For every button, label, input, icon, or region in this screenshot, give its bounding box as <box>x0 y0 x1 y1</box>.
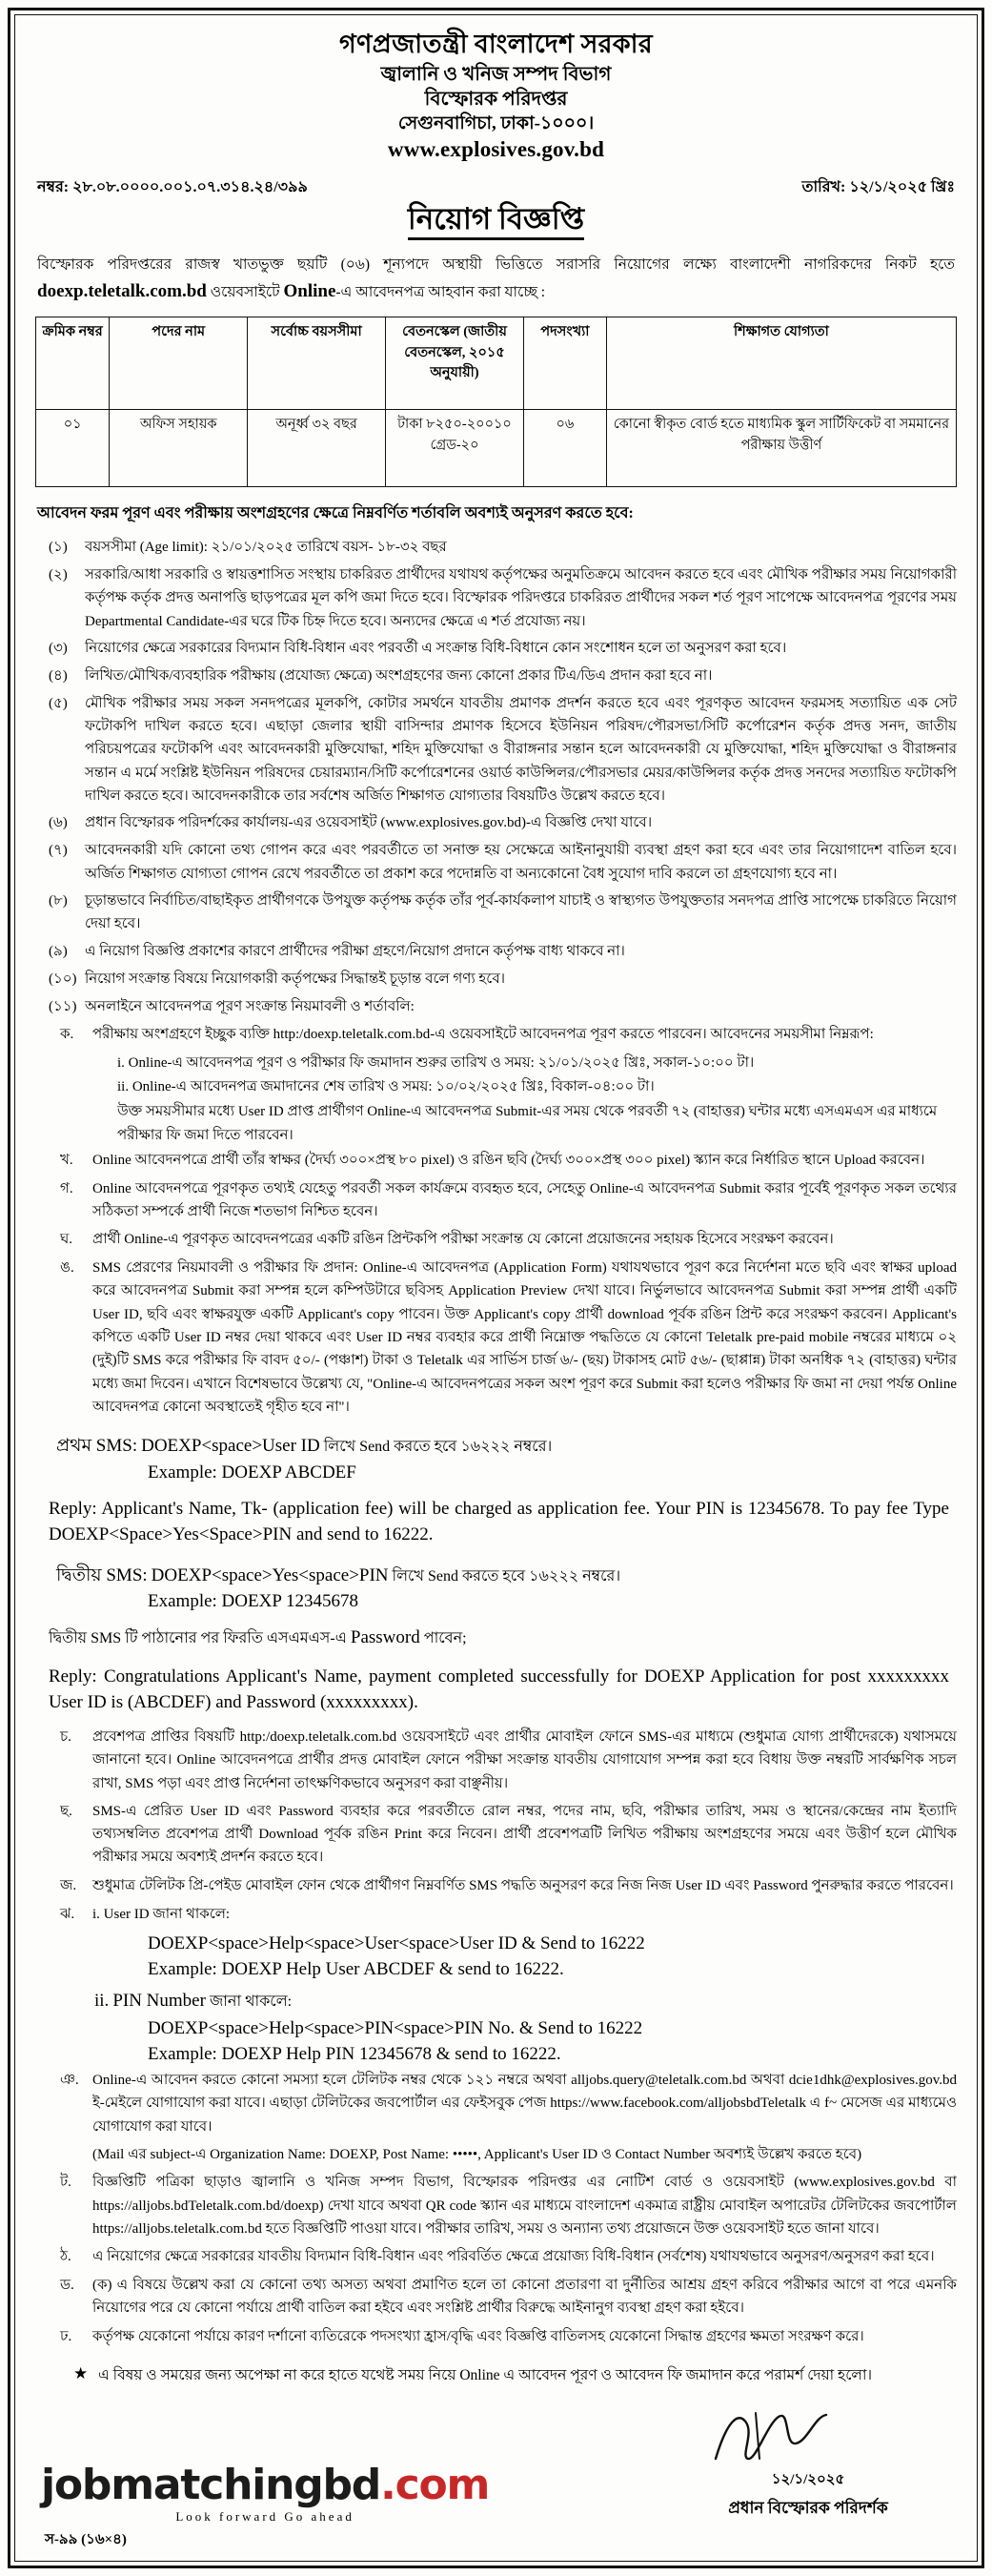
list-item <box>35 1874 957 1898</box>
cell-qualification: কোনো স্বীকৃত বোর্ড হতে মাধ্যমিক স্কুল সার্টিফিকেট বা সমমানের পরীক্ষায় উত্তীর্ণ <box>606 409 956 486</box>
list-item <box>35 995 957 1019</box>
intro-text-2: ওয়েবসাইটে <box>206 283 284 300</box>
sub-item-text: (ক) এ বিষয়ে উল্লেখ করা যে কোনো তথ্য অসত্য অথবা প্রমাণিত হলে তা কোনো প্রতারণা বা দুর্নীতির আশ্রয় গ্রহণ করিবে পরীক্ষার আগে বা পরে এমনকি নিয়োগের পরে যে কোনো পর্যায়ে প্রার্থী বাতিল করা হইবে এবং সংশ্লিষ্ট প্রার্থীর বিরুদ্ধে আইনানুগ ব্যবস্থা গ্রহণ করা হইবে। <box>92 2278 957 2317</box>
condition-text: এ নিয়োগ বিজ্ঞপ্তি প্রকাশের কারণে প্রার্থীদের পরীক্ষা গ্রহণে/নিয়োগ প্রদানে কর্তৃপক্ষ বাধ্য থাকবে না। <box>85 943 625 959</box>
sub-item-text: প্রার্থী Online-এ পূরণকৃত আবেদনপত্রের একটি রঙিন প্রিন্টকপি পরীক্ষা সংক্রান্ত যে কোনো প্রয়োজনের সহায়ক হিসেবে সংরক্ষণ করবেন। <box>92 1232 834 1248</box>
sub-item-text: কর্তৃপক্ষ যেকোনো পর্যায়ে কারণ দর্শানো ব্যতিরেকে পদসংখ্যা হ্রাস/বৃদ্ধি এবং বিজ্ঞপ্তি বাতিলসহ যেকোনো সিদ্ধান্ত গ্রহণের ক্ষমতা সংরক্ষণ করে। <box>92 2328 864 2344</box>
sub-item-text: (Mail এর subject-এ Organization Name: DOEXP, Post Name: •••••, Applicant's User ID ও Contact Number অবশ্যই উল্লেখ করতে হবে) <box>92 2146 862 2162</box>
government-name: গণপ্রজাতন্ত্রী বাংলাদেশ সরকার <box>339 30 653 58</box>
second-sms-label: দ্বিতীয় SMS: <box>56 1564 148 1585</box>
sub-item-text: বিজ্ঞপ্তিটি পত্রিকা ছাড়াও জ্বালানি ও খনিজ সম্পদ বিভাগ, বিস্ফোরক পরিদপ্তর এর নোটিশ বোর্ড ও ওয়েবসাইট (www.explosives.gov.bd বা https://alljobs.bdTeletalk.com.bd/doexp) দেখা যাবে অথবা QR code স্ক্যান এর মাধ্যমে বাংলাদেশ একমাত্র রাষ্ট্রীয় মোবাইল অপারেটর টেলিটকের জবপোর্টাল https://alljobs.teletalk.com.bd হতে বিজ্ঞপ্তিটি পাওয়া যাবে। পরীক্ষার তারিখ, সময় ও অন্যান্য তথ্য প্রয়োজনে উক্ত ওয়েবসাইট হতে জানা যাবে। <box>92 2175 957 2237</box>
intro-paragraph <box>37 254 955 304</box>
password-note-post: পাবেন; <box>419 1629 467 1646</box>
sub-item-text: শুধুমাত্র টেলিটক প্রি-পেইড মোবাইল ফোন থেকে প্রার্থীগণ নিম্নবর্ণিত SMS পদ্ধতি অনুসরণ করে নিজ নিজ User ID এবং Password পুনরুদ্ধার করতে পারবেন। <box>92 1877 954 1893</box>
cell-age-limit: অনূর্ধ্ব ৩২ বছর <box>248 409 386 486</box>
pin-head-label: PIN Number <box>112 1990 206 2011</box>
sub-item-text: Online আবেদনপত্রে প্রার্থী তাঁর স্বাক্ষর (দৈর্ঘ্য ৩০০×প্রস্থ ৮০ pixel) ও রঙিন ছবি (দৈর্ঘ্য ৩০০×প্রস্থ ৩০০ pixel) স্ক্যান করে নির্ধারিত স্থানে Upload করবেন। <box>92 1152 925 1168</box>
help-user-example: Example: DOEXP Help User ABCDEF & send to 16222. <box>148 1959 564 1980</box>
sub-item-text: প্রবেশপত্র প্রাপ্তির বিষয়টি http:/doexp.teletalk.com.bd ওয়েবসাইটে এবং প্রার্থীর মোবাইল ফোনে SMS-এর মাধ্যমে (শুধুমাত্র যোগ্য প্রার্থীদেরকে) যথাসময়ে জানানো হবে। Online আবেদনপত্রে প্রার্থীর প্রদত্ত মোবাইল ফোনে পরীক্ষা সংক্রান্ত যাবতীয় যোগাযোগ সম্পন্ন করা হবে বিধায় উক্ত নম্বরটি সার্বক্ষণিক সচল রাখা, SMS পড়া এবং প্রাপ্ত নির্দেশনা তাৎক্ষণিকভাবে অনুসরণ করা বাঞ্ছনীয়। <box>92 1728 957 1791</box>
list-item <box>35 1228 957 1252</box>
sub-item-text: SMS-এ প্রেরিত User ID এবং Password ব্যবহার করে পরবর্তীতে রোল নম্বর, পদের নাম, ছবি, পরীক্ষার তারিখ, সময় ও স্থানের/কেন্দ্রের নাম ইত্যাদি তথ্যসম্বলিত প্রবেশপত্র প্রার্থী Download পূর্বক রঙিন Print করে নিবেন। প্রার্থী প্রবেশপত্রটি লিখিত পরীক্ষায় অংশগ্রহণের সময়ে এবং উত্তীর্ণ হলে মৌখিক পরীক্ষার সময়ে অবশ্যই প্রদর্শন করতে হবে। <box>92 1803 957 1866</box>
col-post-name: পদের নাম <box>110 317 248 409</box>
condition-text: বয়সসীমা (Age limit): ২১/০১/২০২৫ তারিখে বয়স- ১৮-৩২ বছর <box>85 539 447 555</box>
sub-item-mark: ঝ. <box>60 1906 75 1922</box>
document-border-frame <box>8 8 984 2568</box>
condition-text: লিখিত/মৌখিক/ব্যবহারিক পরীক্ষায় (প্রযোজ্য ক্ষেত্রে) অংশগ্রহণের জন্য কোনো প্রকার টিএ/ডিএ প্রদান করা হবে না। <box>85 667 713 684</box>
sub-item-mark: ঞ. <box>60 2073 79 2089</box>
sub-item-text: এ নিয়োগের ক্ষেত্রে সরকারের যাবতীয় বিদ্যমান বিধি-বিধান এবং পরিবর্তিত ক্ষেত্রে প্রয়োজ্য বিধি-বিধান (সর্বশেষ) যথাযথভাবে অনুসরণ/অনুসরণ করা হবে। <box>92 2249 935 2265</box>
list-item <box>35 2069 957 2138</box>
sub-item-mark: ঙ. <box>60 1260 74 1277</box>
sub-item-mark: ট. <box>60 2175 71 2191</box>
vacancy-table <box>35 317 957 487</box>
cell-pay-scale: টাকা ৮২৫০-২০০১০ গ্রেড-২০ <box>386 409 524 486</box>
division-name: জ্বালানি ও খনিজ সম্পদ বিভাগ <box>380 63 612 85</box>
sub-item-mark: গ. <box>60 1180 73 1196</box>
intro-text-3: -এ আবেদনপত্র আহবান করা যাচ্ছে : <box>335 283 546 300</box>
list-item <box>35 637 957 661</box>
list-item <box>35 889 957 936</box>
page-code: স-৯৯ (১৬×৪) <box>45 2531 127 2547</box>
brand-tagline: Look forward Go ahead <box>175 2508 354 2524</box>
conditions-lead: আবেদন ফরম পূরণ এবং পরীক্ষায় অংশগ্রহণের ক্ষেত্রে নিম্নবর্ণিত শর্তাবলি অবশ্যই অনুসরণ করতে হবে: <box>37 504 634 521</box>
list-item <box>35 968 957 992</box>
list-item <box>35 940 957 964</box>
signature-block <box>665 2403 951 2523</box>
sub-item-mark: খ. <box>60 1152 73 1168</box>
page-title: নিয়োগ বিজ্ঞপ্তি <box>408 202 584 241</box>
memo-row <box>35 174 957 200</box>
list-item <box>35 1726 957 1795</box>
col-serial: ক্রমিক নম্বর <box>36 317 110 409</box>
condition-number: (৮) <box>49 892 68 909</box>
sub-item-mark: ঢ. <box>60 2328 72 2344</box>
brand-dotcom: .com <box>380 2460 490 2509</box>
memo-date: তারিখ: ১২/১/২০২৫ খ্রিঃ <box>801 178 955 195</box>
pin-head-bn: জানা থাকলে: <box>205 1993 293 2010</box>
cell-serial: ০১ <box>36 409 110 486</box>
password-note <box>49 1625 957 1651</box>
sub-item-text: Online আবেদনপত্রে পূরণকৃত তথ্যই যেহেতু পরবর্তী সকল কার্যক্রমে ব্যবহৃত হবে, সেহেতু Online-এ আবেদনপত্র Submit করার পূর্বেই পূরণকৃত সকল তথ্যের সঠিকতা সম্পর্কে প্রার্থী নিজে শতভাগ নিশ্চিত হবেন। <box>92 1180 957 1219</box>
deadline-mark: i. <box>117 1054 125 1071</box>
star-note <box>73 2364 938 2388</box>
deadline-text: Online-এ আবেদনপত্র জমাদানের শেষ তারিখ ও সময়: ১০/০২/২০২৫ খ্রিঃ, বিকাল-০৪:০০ টা। <box>132 1079 655 1094</box>
condition-text: চূড়ান্তভাবে নির্বাচিত/বাছাইকৃত প্রার্থীগণকে উপযুক্ত কর্তৃপক্ষ কর্তৃক তাঁর পূর্ব-কার্যকলাপ যাচাই ও স্বাস্থ্যগত উপযুক্ততার সনদপত্র প্রাপ্তি সাপেক্ষে চাকরিতে নিয়োগ দেয়া হবে। <box>85 892 957 932</box>
jobmatchingbd-logo <box>41 2460 490 2524</box>
memo-number: নম্বর: ২৮.০৮.০০০০.০০১.০৭.৩১৪.২৪/৩৯৯ <box>37 178 308 195</box>
list-item <box>35 1903 957 1927</box>
cell-post-name: অফিস সহায়ক <box>110 409 248 486</box>
col-vacancies: পদসংখ্যা <box>523 317 606 409</box>
first-sms-label: প্রথম SMS: <box>56 1436 138 1457</box>
list-item <box>35 1800 957 1870</box>
second-sms-reply: Reply: Congratulations Applicant's Name, payment completed successfully for DOEXP Application for post xxxxxxxxx User ID is (ABCDEF) and Password (xxxxxxxxx). <box>49 1666 949 1712</box>
sub-item-text: i. User ID জানা থাকলে: <box>92 1906 231 1922</box>
list-item <box>35 2171 957 2240</box>
first-sms-suffix: লিখে Send করতে হবে ১৬২২২ নম্বরে। <box>323 1439 553 1456</box>
sub-item-text: পরীক্ষায় অংশগ্রহণে ইচ্ছুক ব্যক্তি http:/doexp.teletalk.com.bd-এ ওয়েবসাইটে আবেদনপত্র পূরণ করতে পারবেন। আবেদনের সময়সীমা নিম্নরূপ: <box>92 1026 874 1042</box>
brand-bd: bd <box>322 2460 381 2509</box>
second-sms-suffix: লিখে Send করতে হবে ১৬২২২ নম্বরে। <box>392 1567 621 1584</box>
list-item <box>35 664 957 688</box>
cell-vacancies: ০৬ <box>523 409 606 486</box>
footer <box>35 2403 957 2525</box>
signature-date: ১২/১/২০২৫ <box>771 2471 845 2487</box>
col-pay-scale: বেতনস্কেল (জাতীয় বেতনস্কেল, ২০১৫ অনুযায়ী) <box>386 317 524 409</box>
help-pin-heading <box>94 1989 957 2014</box>
password-word: Password <box>350 1626 420 1647</box>
sub-item-mark: ছ. <box>60 1803 72 1819</box>
footer-bottom <box>35 2525 957 2552</box>
deadline-text: Online-এ আবেদনপত্র পূরণ ও পরীক্ষার ফি জমাদান শুরুর তারিখ ও সময়: ২১/০১/২০২৫ খ্রিঃ, সকাল-১০:০০ টা। <box>128 1054 755 1071</box>
brand-wordmark <box>41 2460 490 2509</box>
condition-text: সরকারি/আধা সরকারি ও স্বায়ত্তশাসিত সংস্থায় চাকরিরত প্রার্থীদের যথাযথ কর্তৃপক্ষের অনুমতিক্রমে আবেদন করতে হবে এবং মৌখিক পরীক্ষার সময় নিয়োগকারী কর্তৃপক্ষ কর্তৃক প্রদত্ত অনাপত্তি ছাড়পত্রের মূল কপি জমা দিতে হবে। বিস্ফোরক পরিদপ্তরে চাকরিরত প্রার্থীদের সকল শর্ত পূরণ সাপেক্ষে আবেদনপত্র পূরণের সময় Departmental Candidate-এর ঘরে টিক চিহ্ন দিতে হবে। অন্যদের ক্ষেত্রে এ শর্ত প্রযোজ্য নয়। <box>85 566 957 629</box>
sub-item-mark: ক. <box>60 1026 74 1042</box>
sub-item-text: Online-এ আবেদন করতে কোনো সমস্যা হলে টেলিটক নম্বর থেকে ১২১ নম্বরে অথবা alljobs.query@teletalk.com.bd অথবা dcie1dhk@explosives.gov.bd ই-মেইলে যোগাযোগ করা যাবে। এছাড়া টেলিটকের জবপোর্টাল এর ফেইসবুক পেজ https://www.facebook.com/alljobsbdTeletalk এ f~ মেসেজ এর মাধ্যমেও যোগাযোগ করা যাবে। <box>92 2073 957 2135</box>
condition-number: (৬) <box>49 815 68 831</box>
sub-item-mark: ড. <box>60 2278 74 2294</box>
department-name: বিস্ফোরক পরিদপ্তর <box>424 89 568 111</box>
deadline-item <box>35 1052 957 1076</box>
sub-item-mark: চ. <box>60 1728 71 1745</box>
first-sms-format: DOEXP<space>User ID <box>141 1436 320 1457</box>
list-item <box>35 2143 957 2166</box>
condition-number: (২) <box>49 566 68 583</box>
condition-number: (১) <box>49 539 68 555</box>
table-header-row <box>36 317 957 409</box>
list-item <box>35 2274 957 2320</box>
condition-text: মৌখিক পরীক্ষার সময় সকল সনদপত্রের মূলকপি, কোটার সমর্থনে যাবতীয় প্রমাণক প্রদর্শন করতে হবে এবং পূরণকৃত আবেদন ফরমসহ সত্যায়িত এক সেট ফটোকপি দাখিল করতে হবে। এছাড়া জেলার স্থায়ী বাসিন্দার প্রমাণক হিসেবে ইউনিয়ন পরিষদ/পৌরসভা/সিটি কর্পোরেশন কর্তৃক প্রদত্ত সনদ, জাতীয় পরিচয়পত্রের ফটোকপি এবং আবেদনকারী মুক্তিযোদ্ধা, শহিদ মুক্তিযোদ্ধা ও বীরাঙ্গনার সন্তান হলে আবেদনকারী যে মুক্তিযোদ্ধা, শহিদ মুক্তিযোদ্ধা ও বীরাঙ্গনার সন্তান এ মর্মে সংশ্লিষ্ট ইউনিয়ন পরিষদের চেয়ারম্যান/সিটি কর্পোরেশনের ওয়ার্ড কাউন্সিলর/পৌরসভার মেয়র/কাউন্সিলর কর্তৃক প্রদত্ত সনদের সত্যায়িত ফটোকপি দাখিল করতে হবে। আবেদনকারীকে তার সর্বশেষ অর্জিত শিক্ষাগত যোগ্যতার বিষয়টিও উল্লেখ করতে হবে। <box>85 695 957 805</box>
first-sms-example: Example: DOEXP ABCDEF <box>148 1462 356 1482</box>
sub-item-mark: ঘ. <box>60 1232 73 1248</box>
list-item <box>35 536 957 560</box>
intro-text-1: বিস্ফোরক পরিদপ্তরের রাজস্ব খাতভুক্ত ছয়টি (০৬) শূন্যপদে অস্থায়ী ভিত্তিতে সরাসরি নিয়োগের লক্ষ্যে বাংলাদেশী নাগরিকদের নিকট হতে <box>37 256 955 274</box>
star-note-text: এ বিষয় ও সময়ের জন্য অপেক্ষা না করে হাতে যথেষ্ট সময় নিয়ে Online এ আবেদন পূরণ ও আবেদন ফি জমাদান করে পরামর্শ দেয়া হলো। <box>98 2366 873 2383</box>
deadline-item <box>35 1075 957 1100</box>
handwritten-signature-icon <box>698 2403 918 2474</box>
sub-item-text: SMS প্রেরণের নিয়মাবলী ও পরীক্ষার ফি প্রদান: Online-এ আবেদনপত্র (Application Form) যথাযথভাবে পূরণ করে নির্দেশনা মতে ছবি এবং স্বাক্ষর upload করে আবেদনপত্র Submit করা সম্পন্ন হলে কম্পিউটারে ছবিসহ Application Preview দেখা যাবে। নির্ভুলভাবে আবেদনপত্র Submit করা সম্পন্ন প্রার্থী একটি User ID, ছবি এবং স্বাক্ষরযুক্ত একটি Applicant's copy পাবেন। উক্ত Applicant's copy প্রার্থী download পূর্বক রঙিন প্রিন্ট করে সংরক্ষণ করবেন। Applicant's কপিতে একটি User ID নম্বর দেয়া থাকবে এবং User ID নম্বর ব্যবহার করে প্রার্থী নিম্নোক্ত পদ্ধতিতে যে কোনো Teletalk pre-paid mobile নম্বরের মাধ্যমে ০২ (দুই)টি SMS করে পরীক্ষার ফি বাবদ ৫০/- (পঞ্চাশ) টাকা ও Teletalk এর সার্ভিস চার্জ ৬/- (ছয়) টাকাসহ মোট ৫৬/- (ছাপ্পান্ন) টাকা অনধিক ৭২ (বাহাত্তর) ঘন্টার মধ্যে জমা দিবেন। এখানে বিশেষভাবে উল্লেখ্য যে, "Online-এ আবেদনপত্রের সকল অংশ পূরণ করে Submit করা হলেও পরীক্ষার ফি জমা না দেয়া পর্যন্ত Online আবেদনপত্র কোনো অবস্থাতেই গৃহীত হবে না"। <box>92 1260 957 1415</box>
condition-number: (৩) <box>49 640 68 656</box>
list-item <box>35 839 957 886</box>
help-user-format: DOEXP<space>Help<space>User<space>User ID & Send to 16222 <box>148 1932 645 1953</box>
condition-text: অনলাইনে আবেদনপত্র পূরণ সংক্রান্ত নিয়মাবলী ও শর্তাবলি: <box>85 998 415 1014</box>
deadline-mark: ii. <box>117 1079 130 1094</box>
condition-text: নিয়োগ সংক্রান্ত বিষয়ে নিয়োগকারী কর্তৃপক্ষের সিদ্ধান্তই চূড়ান্ত বলে গণ্য হবে। <box>85 971 506 987</box>
organization-header <box>35 28 957 165</box>
pin-head-mark: ii. <box>94 1990 110 2011</box>
conditions-list <box>35 536 957 1019</box>
condition-text: নিয়োগের ক্ষেত্রে সরকারের বিদ্যমান বিধি-বিধান এবং পরবর্তী এ সংক্রান্ত বিধি-বিধানে কোন সংশোধন হলে তা অনুসরণ করা হবে। <box>85 640 787 656</box>
list-item <box>35 563 957 633</box>
title-wrap <box>35 202 957 241</box>
brand-job: job <box>41 2460 111 2509</box>
col-age-limit: সর্বোচ্চ বয়সসীমা <box>248 317 386 409</box>
list-item <box>35 1177 957 1224</box>
condition-number: (১১) <box>49 998 77 1014</box>
star-icon: ★ <box>73 2363 89 2382</box>
sub-item-mark: জ. <box>60 1877 77 1893</box>
list-item <box>35 2325 957 2349</box>
list-item <box>35 1023 957 1047</box>
deadline-note: উক্ত সময়সীমার মধ্যে User ID প্রাপ্ত প্রার্থীগণ Online-এ আবেদনপত্র Submit-এর সময় থেকে পরবর্তী ৭২ (বাহাত্তর) ঘন্টার মধ্যে এসএমএস এর মাধ্যমে পরীক্ষার ফি জমা দিতে পারবেন। <box>117 1103 938 1143</box>
list-item <box>35 811 957 835</box>
address-line: সেগুনবাগিচা, ঢাকা-১০০০। <box>397 113 595 134</box>
second-sms-instruction <box>56 1562 957 1589</box>
list-item <box>35 1149 957 1173</box>
brand-matching: matching <box>111 2460 323 2509</box>
condition-text: আবেদনকারী যদি কোনো তথ্য গোপন করে এবং পরবর্তীতে তা সনাক্ত হয় সেক্ষেত্রে আইনানুযায়ী ব্যবস্থা গ্রহণ করা হবে এবং তার নিয়োগাদেশ বাতিল হবে। অর্জিত শিক্ষাগত যোগ্যতা গোপন রেখে পরবর্তীতে তা প্রকাশ করে পদোন্নতি বা অন্যকোনো বৈধ সুযোগ দাবি করলে তা গ্রহণযোগ্য হবে না। <box>85 843 957 882</box>
password-note-pre: দ্বিতীয় SMS টি পাঠানোর পর ফিরতি এসএমএস-এ <box>49 1629 351 1646</box>
condition-number: (৪) <box>49 667 68 684</box>
sub-item-mark: ঠ. <box>60 2249 71 2265</box>
condition-number: (৯) <box>49 943 68 959</box>
second-sms-format: DOEXP<space>Yes<space>PIN <box>151 1564 389 1585</box>
list-item <box>35 692 957 808</box>
table-row <box>36 409 957 486</box>
help-pin-format: DOEXP<space>Help<space>PIN<space>PIN No. & Send to 16222 <box>148 2017 643 2038</box>
list-item <box>35 1257 957 1419</box>
condition-number: (৭) <box>49 843 68 859</box>
condition-number: (৫) <box>49 695 68 711</box>
list-item <box>35 2245 957 2269</box>
condition-text: প্রধান বিস্ফোরক পরিদর্শকের কার্যালয়-এর ওয়েবসাইট (www.explosives.gov.bd)-এ বিজ্ঞপ্তি দেখা যাবে। <box>85 815 653 831</box>
first-sms-instruction <box>56 1432 957 1460</box>
first-sms-reply: Reply: Applicant's Name, Tk- (application fee) will be charged as application fee. Your PIN is 12345678. To pay fee Type DOEXP<Space>Yes<Space>PIN and send to 16222. <box>49 1498 949 1544</box>
help-pin-example: Example: DOEXP Help PIN 12345678 & send to 16222. <box>148 2044 561 2065</box>
application-website: doexp.teletalk.com.bd <box>37 280 207 301</box>
online-word: Online <box>283 280 336 301</box>
signatory-title: প্রধান বিস্ফোরক পরিদর্শক <box>728 2498 888 2517</box>
department-website: www.explosives.gov.bd <box>387 137 605 162</box>
col-qualification: শিক্ষাগত যোগ্যতা <box>606 317 956 409</box>
document-content <box>28 24 964 2556</box>
condition-number: (১০) <box>49 971 77 987</box>
second-sms-example: Example: DOEXP 12345678 <box>148 1590 358 1611</box>
